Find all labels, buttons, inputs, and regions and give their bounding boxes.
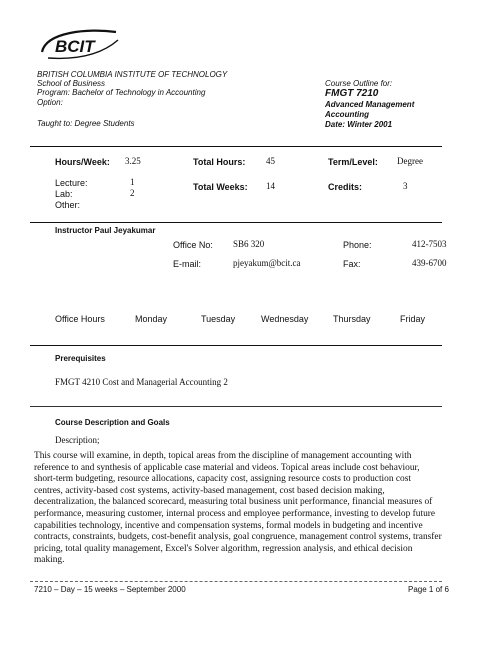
total-hours-label: Total Hours: (193, 157, 246, 167)
email-label: E-mail: (173, 259, 202, 269)
bcit-logo (38, 26, 122, 66)
prerequisite-item: FMGT 4210 Cost and Managerial Accounting 2 (55, 377, 228, 387)
prerequisites-heading: Prerequisites (55, 354, 106, 363)
svg-text:BCIT: BCIT (55, 37, 95, 56)
school-name: School of Business (37, 79, 106, 88)
fax-label: Fax: (343, 259, 361, 269)
credits-label: Credits: (328, 182, 363, 192)
divider (30, 222, 442, 223)
description-subheading: Description; (55, 435, 100, 445)
phone-label: Phone: (343, 240, 372, 250)
hours-week-label: Hours/Week: (55, 157, 110, 167)
email-value: pjeyakum@bcit.ca (233, 258, 301, 268)
outline-for-label: Course Outline for: (325, 79, 393, 88)
office-hours-day: Thursday (333, 314, 371, 324)
total-weeks-value: 14 (266, 181, 275, 191)
total-weeks-label: Total Weeks: (193, 182, 248, 192)
office-no-value: SB6 320 (233, 239, 265, 249)
divider (30, 406, 442, 407)
hours-week-value: 3.25 (125, 156, 141, 166)
option-line: Option: (37, 98, 63, 107)
course-description-heading: Course Description and Goals (55, 418, 170, 427)
term-value: Degree (397, 156, 423, 166)
phone-value: 412-7503 (412, 239, 447, 249)
lab-value: 2 (130, 188, 135, 198)
fax-value: 439-6700 (412, 258, 447, 268)
description-body: This course will examine, in depth, topical areas from the discipline of management accounting with reference to and synthesis of applicable case material and videos. Topical areas include cost behaviour, short-term budgeting, resource allocations, capacity cost, assigning resource costs to production cost centres, activity-based cost systems, activity-based management, cost based decision making, decentralization, the balanced scorecard, measuring total business unit performance, financial measures of performance, measuring customer, internal process and employee performance, investing to develop future capabilities technology, incentive and compensation systems, formal models in budgeting and incentive contracts, constraints, budgets, cost-benefit analysis, goal congruence, management control systems, transfer pricing, total quality management, Excel's Solver algorithm, regression analysis, and ethical decision making. (34, 451, 442, 566)
lecture-label: Lecture: (55, 178, 88, 188)
page-number: Page 1 of 6 (408, 585, 449, 594)
office-hours-day: Tuesday (201, 314, 236, 324)
lab-label: Lab: (55, 189, 73, 199)
course-date: Date: Winter 2001 (325, 120, 393, 129)
term-label: Term/Level: (328, 157, 378, 167)
course-title-line-1: Advanced Management (325, 100, 415, 109)
office-no-label: Office No: (173, 240, 213, 250)
total-hours-value: 45 (266, 156, 275, 166)
footer-divider (30, 581, 442, 582)
office-hours-day: Friday (400, 314, 426, 324)
other-label: Other: (55, 200, 81, 210)
course-code: FMGT 7210 (325, 88, 379, 99)
office-hours-label: Office Hours (55, 314, 105, 324)
institute-name: BRITISH COLUMBIA INSTITUTE OF TECHNOLOGY (37, 70, 228, 79)
instructor-label: Instructor Paul Jeyakumar (55, 226, 156, 235)
office-hours-day: Wednesday (261, 314, 309, 324)
footer-left: 7210 – Day – 15 weeks – September 2000 (34, 585, 186, 594)
divider (30, 146, 442, 147)
credits-value: 3 (403, 181, 408, 191)
taught-to-line: Taught to: Degree Students (37, 119, 135, 128)
office-hours-day: Monday (135, 314, 168, 324)
course-title-line-2: Accounting (325, 110, 369, 119)
lecture-value: 1 (130, 177, 135, 187)
divider (30, 345, 442, 346)
program-line: Program: Bachelor of Technology in Accounting (37, 88, 206, 97)
